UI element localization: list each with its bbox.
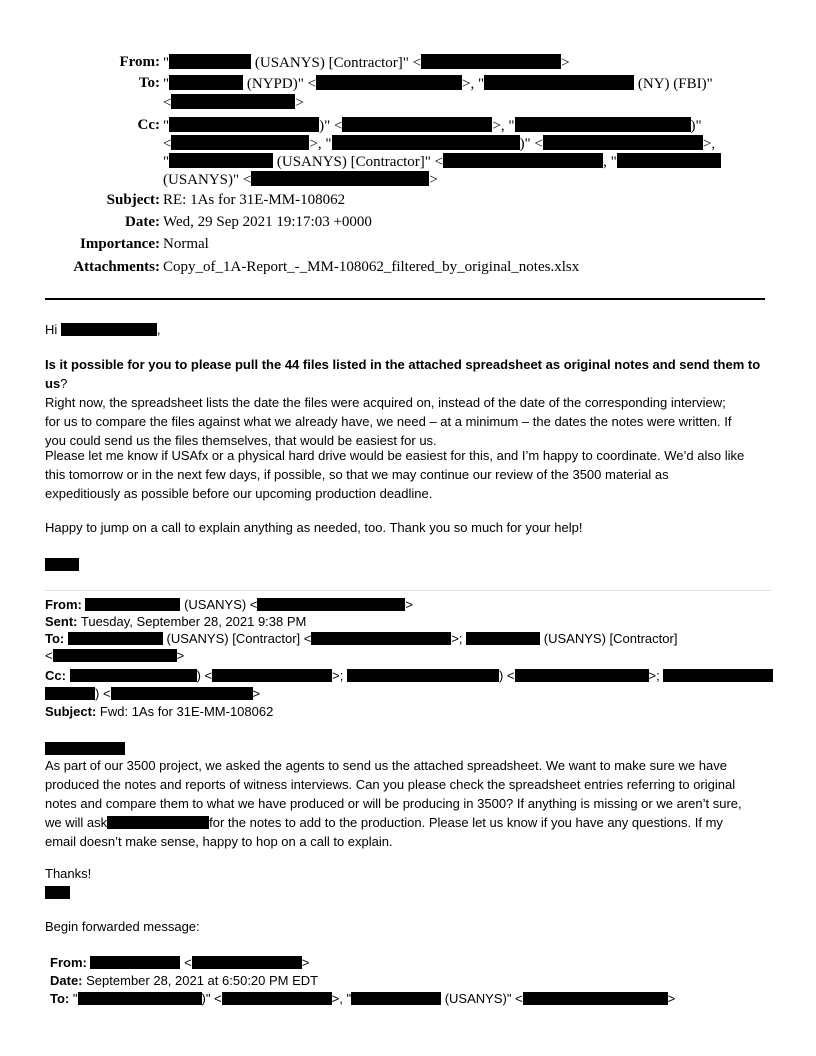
redaction: [111, 687, 253, 700]
redaction: [45, 558, 79, 571]
paragraph-request: [45, 355, 775, 450]
cc-text: )" <: [319, 118, 343, 134]
fwd1-signature-redaction: [45, 885, 70, 900]
fwd1-text: ) <: [498, 668, 515, 683]
fwd1-text: (USANYS) [Contractor] <: [162, 631, 312, 646]
redaction: [484, 75, 634, 90]
paragraph-text: ?: [60, 376, 68, 391]
greeting-text: Hi: [45, 322, 58, 337]
redaction: [45, 742, 125, 755]
date-value: Wed, 29 Sep 2021 19:17:03 +0000: [163, 214, 372, 230]
redaction: [257, 598, 405, 611]
redaction: [251, 171, 429, 186]
greeting-text: ,: [156, 322, 161, 337]
redaction: [311, 632, 451, 645]
cc-text: (USANYS) [Contractor]" <: [273, 154, 444, 170]
cc-text: <: [163, 136, 172, 152]
fwd1-text: ) <: [95, 686, 111, 701]
redaction: [316, 75, 462, 90]
redaction: [351, 992, 441, 1005]
redaction: [192, 956, 302, 969]
cc-text: )": [690, 118, 702, 134]
to-quote: ": [163, 76, 170, 92]
fwd1-subject: [45, 704, 273, 719]
redaction: [515, 669, 649, 682]
fwd1-text: >: [405, 597, 413, 612]
to-text: >, ": [462, 76, 485, 92]
redaction: [443, 153, 603, 168]
fwd1-text: >;: [451, 631, 467, 646]
fwd1-cc-label: Cc:: [45, 668, 66, 683]
redaction: [515, 117, 691, 132]
redaction: [169, 153, 273, 168]
fwd1-from-label: From:: [45, 597, 82, 612]
fwd1-cc: [45, 668, 773, 683]
subject-label: Subject:: [106, 192, 160, 208]
paragraph-text: we will ask: [45, 815, 108, 830]
importance-value: Normal: [163, 236, 209, 252]
paragraph-text: for the notes to add to the production. Please let us know if you have any questions. If my: [209, 815, 723, 830]
to-label: To:: [138, 75, 160, 91]
fwd1-from: [45, 597, 413, 612]
redaction: [332, 135, 520, 150]
fwd1-text: >: [252, 686, 261, 701]
paragraph-coordinate: [45, 446, 775, 503]
to-text: >: [295, 95, 304, 111]
paragraph-thanks: [45, 518, 775, 537]
redaction: [663, 669, 773, 682]
fwd1-sent-label: Sent:: [45, 614, 78, 629]
fwd1-text: <: [45, 648, 53, 663]
request-bold: Is it possible for you to please pull the 44 files listed in the attached spreadsheet as original notes and send them to us: [45, 357, 761, 391]
fwd2-to-label: To:: [50, 991, 70, 1006]
fwd1-text: >;: [332, 668, 347, 683]
signature-redaction: [45, 557, 79, 572]
redaction: [169, 75, 243, 90]
redaction: [171, 94, 295, 109]
to-text: (NYPD)" <: [243, 76, 317, 92]
redaction: [342, 117, 492, 132]
cc-line3: [163, 153, 721, 171]
redaction: [45, 886, 70, 899]
fwd2-date-value: September 28, 2021 at 6:50:20 PM EDT: [86, 973, 319, 988]
cc-text: ": [163, 118, 170, 134]
reply-separator: [45, 590, 771, 591]
paragraph-text: As part of our 3500 project, we asked the agents to send us the attached spreadsheet. We want to make sure we have: [45, 758, 727, 773]
paragraph-text: you could send us the files themselves, that would be easiest for us.: [45, 433, 437, 448]
paragraph-text: Right now, the spreadsheet lists the date the files were acquired on, instead of the date of the corresponding interview;: [45, 395, 726, 410]
fwd1-cc-line2: [45, 686, 260, 701]
cc-text: ": [163, 154, 170, 170]
cc-line4: [163, 171, 438, 189]
fwd1-text: >: [176, 648, 185, 663]
fwd2-to: [50, 991, 675, 1006]
fwd1-thanks: Thanks!: [45, 866, 92, 881]
cc-line2: [163, 135, 715, 153]
fwd2-text: >: [667, 991, 676, 1006]
from-quote: ": [163, 55, 170, 71]
redaction: [61, 323, 157, 336]
paragraph-text: expeditiously as possible before our upcoming production deadline.: [45, 486, 433, 501]
fwd2-from-label: From:: [50, 955, 87, 970]
redaction: [212, 669, 332, 682]
redaction: [617, 153, 721, 168]
fwd2-text: <: [180, 955, 192, 970]
redaction: [222, 992, 332, 1005]
to-value-line1: [163, 75, 713, 93]
fwd1-text: ) <: [196, 668, 213, 683]
importance-label: Importance:: [80, 236, 160, 252]
redaction: [90, 956, 180, 969]
to-text: <: [163, 95, 172, 111]
paragraph-text: produced the notes and reports of witness interviews. Can you please check the spreadsheet entries referring to original: [45, 777, 736, 792]
fwd2-from: [50, 955, 309, 970]
fwd2-text: (USANYS)" <: [441, 991, 523, 1006]
paragraph-text: Happy to jump on a call to explain anything as needed, too. Thank you so much for your help!: [45, 520, 583, 535]
fwd1-sent: [45, 614, 306, 629]
fwd1-sent-value: Tuesday, September 28, 2021 9:38 PM: [80, 614, 307, 629]
begin-forwarded-message: Begin forwarded message:: [45, 919, 200, 934]
from-text: (USANYS) [Contractor]" <: [251, 55, 422, 71]
fwd1-subject-label: Subject:: [45, 704, 97, 719]
redaction: [78, 992, 202, 1005]
header-divider: [45, 298, 765, 300]
to-text: (NY) (FBI)": [634, 76, 713, 92]
redaction: [107, 816, 209, 829]
attachments-label: Attachments:: [73, 259, 160, 275]
cc-text: (USANYS)" <: [163, 172, 252, 188]
fwd2-text: >: [301, 955, 310, 970]
fwd1-to: [45, 631, 677, 646]
fwd1-salutation-redaction: [45, 741, 125, 756]
cc-text: >,: [702, 136, 716, 152]
from-label: From:: [119, 54, 160, 70]
attachment-link[interactable]: Copy_of_1A-Report_-_MM-108062_filtered_by_original_notes.xlsx: [163, 259, 580, 275]
cc-text: >: [429, 172, 438, 188]
cc-line1: [163, 117, 702, 135]
from-value: [163, 54, 570, 72]
fwd2-text: ": [72, 991, 78, 1006]
redaction: [169, 54, 251, 69]
fwd1-text: (USANYS) [Contractor]: [540, 631, 678, 646]
redaction: [169, 117, 319, 132]
cc-text: , ": [603, 154, 617, 170]
redaction: [523, 992, 668, 1005]
fwd2-date: [50, 973, 318, 988]
subject-value: RE: 1As for 31E-MM-108062: [163, 192, 346, 208]
fwd2-text: )" <: [201, 991, 222, 1006]
redaction: [68, 632, 163, 645]
redaction: [85, 598, 180, 611]
paragraph-text: Please let me know if USAfx or a physical hard drive would be easiest for this, and I’m happy to coordinate. We’d also like: [45, 448, 745, 463]
fwd1-to-line2: [45, 648, 184, 663]
fwd1-to-label: To:: [45, 631, 65, 646]
redaction: [543, 135, 703, 150]
paragraph-text: for us to compare the files against what we already have, we need – at a minimum – the dates the notes were written. If: [45, 414, 732, 429]
paragraph-text: this tomorrow or in the next few days, if possible, so that we may continue our review of the 3500 material as: [45, 467, 669, 482]
cc-text: >, ": [492, 118, 515, 134]
paragraph-text: email doesn’t make sense, happy to hop on a call to explain.: [45, 834, 393, 849]
to-value-line2: [163, 94, 304, 112]
cc-text: >, ": [309, 136, 332, 152]
redaction: [45, 687, 95, 700]
redaction: [466, 632, 540, 645]
date-label: Date:: [125, 214, 160, 230]
fwd2-date-label: Date:: [50, 973, 83, 988]
from-close: >: [561, 55, 570, 71]
fwd1-text: >;: [648, 668, 664, 683]
fwd2-text: >, ": [331, 991, 352, 1006]
fwd1-subject-value: Fwd: 1As for 31E-MM-108062: [99, 704, 274, 719]
paragraph-text: notes and compare them to what we have produced or will be producing in 3500? If anything is missing or we aren’t sure,: [45, 796, 742, 811]
fwd1-message: [45, 756, 775, 851]
greeting: [45, 322, 161, 337]
cc-label: Cc:: [137, 117, 160, 133]
redaction: [171, 135, 309, 150]
cc-text: )" <: [519, 136, 543, 152]
redaction: [70, 669, 197, 682]
fwd1-text: (USANYS) <: [180, 597, 258, 612]
redaction: [347, 669, 499, 682]
redaction: [53, 649, 177, 662]
redaction: [421, 54, 561, 69]
